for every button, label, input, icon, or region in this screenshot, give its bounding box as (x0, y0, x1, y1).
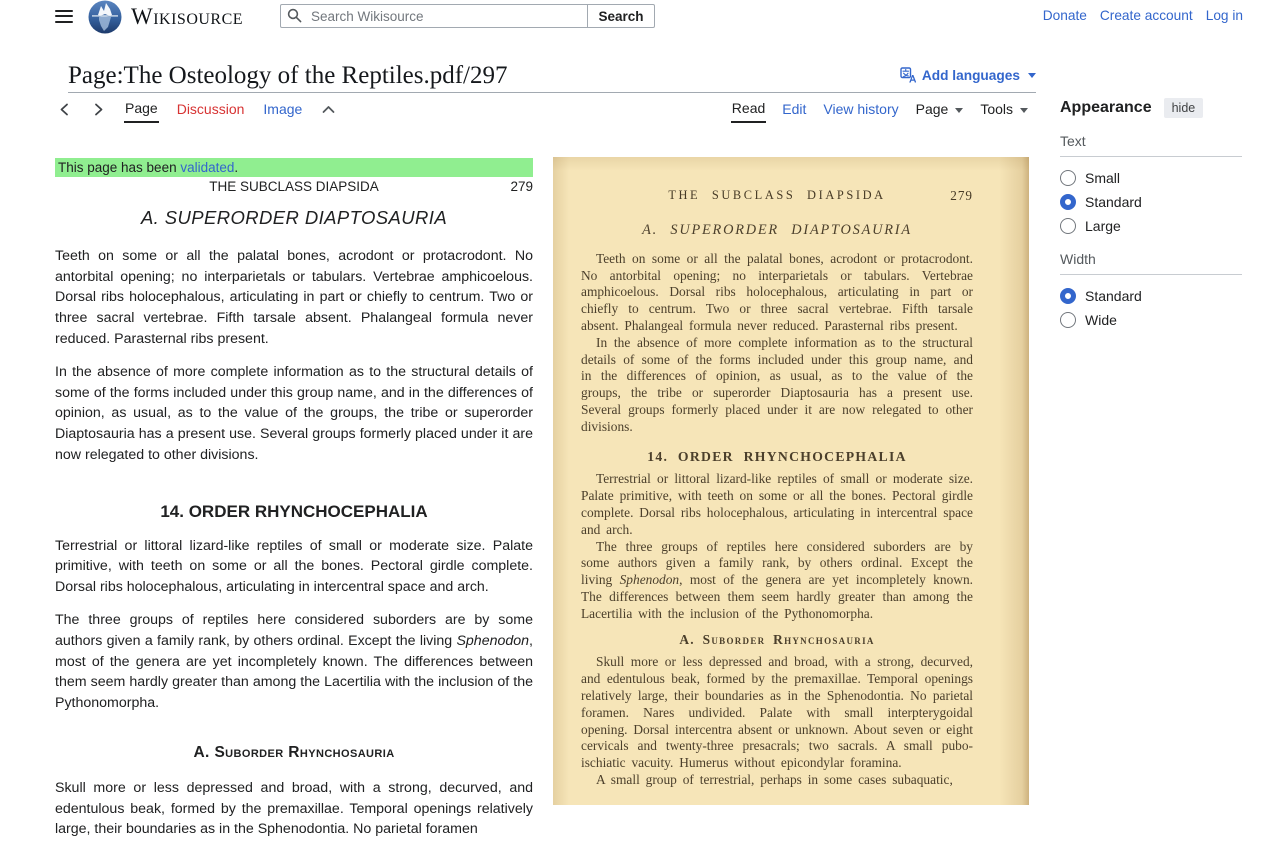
order-heading: 14. ORDER RHYNCHOCEPHALIA (160, 501, 428, 521)
radio-text-standard[interactable] (1060, 194, 1242, 210)
search-icon (287, 8, 302, 23)
add-languages-button[interactable] (900, 67, 1036, 83)
appearance-header (1060, 98, 1242, 118)
radio-text-large[interactable] (1060, 218, 1242, 234)
search-box (280, 4, 655, 28)
running-header-title: THE SUBCLASS DIAPSIDA (209, 179, 379, 194)
log-in-link[interactable]: Log in (1205, 8, 1243, 23)
hide-button[interactable]: hide (1164, 98, 1204, 118)
wikisource-logo[interactable] (88, 0, 243, 35)
superorder-heading: A. SUPERORDER DIAPTOSAURIA (140, 207, 448, 228)
radio-button-unchecked[interactable] (1060, 312, 1076, 328)
radio-button-unchecked[interactable] (1060, 218, 1076, 234)
scan-species-name: Sphenodon (619, 572, 680, 588)
scan-paragraph-2: In the absence of more complete information as to the structural details of some of the forms included under this group name, and in the differences of opinion, as usual, as to the value of the groups, the tribe or superorder Diaptosauria has a present use. Several groups formerly placed under it are now relegated to other divisions. (581, 334, 973, 434)
text-section-label: Text (1060, 133, 1242, 157)
page-menu-label: Page (915, 101, 949, 117)
banner-suffix: . (234, 160, 239, 175)
width-section-label: Width (1060, 251, 1242, 275)
radio-label: Standard (1085, 288, 1142, 304)
appearance-title: Appearance (1060, 99, 1152, 116)
next-page-button[interactable] (90, 96, 107, 123)
scan-order-heading: 14. ORDER RHYNCHOCEPHALIA (647, 448, 907, 464)
radio-button-checked[interactable] (1060, 194, 1076, 210)
paragraph-2: In the absence of more complete information as to the structural details of some of the forms included under this group name, and in the differences of opinion, as usual, as to the value of the groups, the tribe or superorder Diaptosauria has a present use. Several groups formerly placed under it are now relegated to other divisions. (55, 363, 533, 463)
page-menu-dropdown[interactable] (915, 96, 965, 123)
scan-paragraph-1: Teeth on some or all the palatal bones, acrodont or protacrodont. No antorbital opening; no interparietals or tabulars. Vertebrae amphicoelous. Dorsal ribs holocephalous, articulating in part or chiefly to centrum. Two or three sacral vertebrae. Fifth tarsale absent. Phalangeal formula never reduced. Parasternal ribs present. (581, 250, 973, 333)
radio-label: Small (1085, 170, 1121, 186)
scan-paragraph-5: Skull more or less depressed and broad, with a strong, decurved, and edentulous beak, formed by the premaxillae. Temporal openings relatively large, their boundaries as in the Sphenodontia. No parietal foramen. Nares undivided. Palate with small interpterygoidal opening. Dorsal intercentra absent or unknown. About seven or eight cervicals and twenty-three presacrals; two sacrals. A small pubo-ischiatic vacuity. Humerus without epicondylar foramina. (581, 654, 973, 771)
running-header (55, 179, 533, 194)
namespace-tabs (56, 96, 337, 123)
wikisource-wordmark: Wikisource (131, 4, 244, 29)
scan-paragraph-3: Terrestrial or littoral lizard-like reptiles of small or moderate size. Palate primitive, with teeth on some or all the bones. Pectoral girdle complete. Dorsal ribs holocephalous, articulating in intercentral space and arch. (581, 471, 973, 537)
title-row (68, 58, 1036, 93)
scan-page-image (553, 157, 1029, 805)
page-number: 279 (510, 179, 533, 194)
radio-width-wide[interactable] (1060, 312, 1242, 328)
radio-button-unchecked[interactable] (1060, 170, 1076, 186)
tab-image[interactable]: Image (263, 101, 303, 117)
article-toolbar (56, 96, 1029, 123)
paragraph-1: Teeth on some or all the palatal bones, acrodont or protacrodont. No antorbital opening; no interparietals or tabulars. Vertebrae amphicoelous. Dorsal ribs holocephalous, articulating in part or chiefly to centrum. Two or three sacral vertebrae. Fifth tarsale absent. Phalangeal formula never reduced. Parasternal ribs present. (55, 247, 533, 347)
scan-superorder-heading: A. SUPERORDER DIAPTOSAURIA (642, 222, 912, 238)
scan-page-number: 279 (950, 188, 973, 203)
donate-link[interactable]: Donate (1042, 8, 1087, 23)
validated-banner (55, 158, 533, 177)
scan-suborder-heading: A. Suborder Rhynchosauria (679, 631, 875, 647)
appearance-panel (1060, 98, 1242, 345)
paragraph-5: Skull more or less depressed and broad, with a strong, decurved, and edentulous beak, formed by the premaxillae. Temporal openings relatively large, their boundaries as in the Sphenodontia. No parietal foramen (55, 779, 533, 838)
banner-text: This page has been (58, 160, 181, 175)
main-menu-icon[interactable] (52, 5, 76, 27)
width-section (1060, 251, 1242, 328)
tab-read[interactable]: Read (731, 96, 766, 123)
text-size-section (1060, 133, 1242, 234)
page-title: Page:The Osteology of the Reptiles.pdf/297 (68, 62, 508, 89)
species-name: Sphenodon (456, 632, 530, 649)
language-icon (900, 67, 916, 83)
radio-width-standard[interactable] (1060, 288, 1242, 304)
tools-label: Tools (980, 101, 1013, 117)
previous-page-button[interactable] (56, 96, 73, 123)
tools-dropdown[interactable] (979, 96, 1029, 123)
tab-page[interactable]: Page (124, 96, 159, 123)
tab-edit[interactable]: Edit (782, 101, 807, 117)
search-button[interactable]: Search (587, 4, 655, 28)
collapse-caret-icon[interactable] (320, 96, 337, 123)
tab-view-history[interactable]: View history (823, 101, 899, 117)
radio-text-small[interactable] (1060, 170, 1242, 186)
search-input[interactable] (280, 4, 588, 28)
user-links (1043, 8, 1243, 23)
transcription-text (55, 179, 533, 852)
wikisource-logo-icon (88, 0, 122, 34)
chevron-down-icon (1020, 108, 1028, 113)
tab-discussion[interactable]: Discussion (176, 101, 245, 117)
radio-label: Wide (1085, 312, 1117, 328)
chevron-down-icon (1028, 73, 1036, 78)
validated-link[interactable]: validated (180, 160, 235, 175)
scan-paragraph-6: A small group of terrestrial, perhaps in some cases subaquatic, (596, 771, 953, 787)
radio-label: Large (1085, 218, 1121, 234)
paragraph-3: Terrestrial or littoral lizard-like reptiles of small or moderate size. Palate primitive, with teeth on some or all the bones. Pectoral girdle complete. Dorsal ribs holocephalous, articulating in intercentral space and arch. (55, 537, 533, 596)
add-languages-label: Add languages (921, 67, 1020, 83)
radio-button-checked[interactable] (1060, 288, 1076, 304)
radio-label: Standard (1085, 194, 1142, 210)
scan-running-header-title: THE SUBCLASS DIAPSIDA (668, 188, 886, 202)
create-account-link[interactable]: Create account (1099, 8, 1193, 23)
scan-running-header (581, 188, 973, 203)
scan-paragraph-4: The three groups of reptiles here considered suborders are by some authors given a family rank, by others ordinal. Except the living Sphenodon, most of the genera are yet incompletely known. The differences between them seem hardly greater than among the Lacertilia with the inclusion of the Pythonomorpha. (581, 538, 973, 621)
chevron-down-icon (955, 108, 963, 113)
view-tabs (731, 96, 1029, 123)
site-header (0, 0, 1268, 48)
paragraph-4: The three groups of reptiles here considered suborders are by some authors given a family rank, by others ordinal. Except the living Sphenodon, most of the genera are yet incompletely known. The differences between them seem hardly greater than among the Lacertilia with the inclusion of the Pythonomorpha. (55, 611, 533, 712)
suborder-heading: A. Suborder Rhynchosauria (193, 743, 395, 761)
